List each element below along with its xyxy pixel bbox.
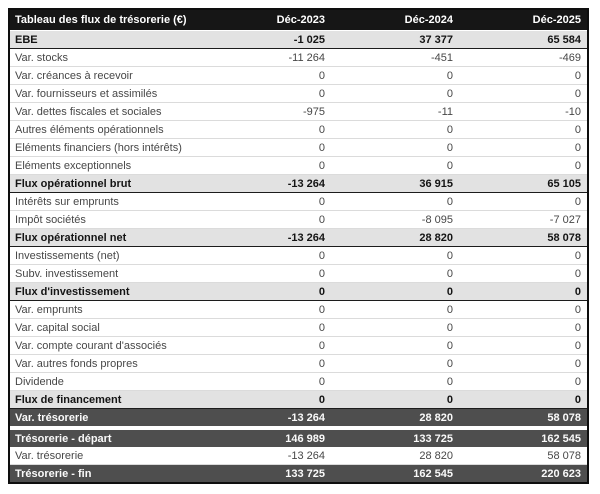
cell-value: 0 <box>203 265 331 283</box>
cell-value: 0 <box>331 139 459 157</box>
cell-value: 0 <box>459 355 587 373</box>
row-label: Autres éléments opérationnels <box>10 121 203 139</box>
cell-value: 0 <box>203 373 331 391</box>
cell-value: 58 078 <box>459 409 587 427</box>
row-label: Var. stocks <box>10 49 203 67</box>
row-label: Flux opérationnel net <box>10 229 203 247</box>
cell-value: 0 <box>331 283 459 301</box>
cell-value: 146 989 <box>203 430 331 447</box>
cell-value: 0 <box>331 265 459 283</box>
cell-value: 28 820 <box>331 409 459 427</box>
row-label: Flux d'investissement <box>10 283 203 301</box>
cell-value: -8 095 <box>331 211 459 229</box>
cell-value: 58 078 <box>459 229 587 247</box>
row-label: Eléments financiers (hors intérêts) <box>10 139 203 157</box>
cell-value: 28 820 <box>331 229 459 247</box>
cell-value: 0 <box>331 391 459 409</box>
cell-value: 37 377 <box>331 31 459 49</box>
table-row <box>10 355 587 373</box>
table-row <box>10 265 587 283</box>
table-row <box>10 157 587 175</box>
cell-value: 0 <box>331 319 459 337</box>
cell-value: 36 915 <box>331 175 459 193</box>
cell-value: -451 <box>331 49 459 67</box>
row-label: Var. compte courant d'associés <box>10 337 203 355</box>
row-label: Intérêts sur emprunts <box>10 193 203 211</box>
table-row <box>10 301 587 319</box>
cell-value: 0 <box>203 391 331 409</box>
cell-value: 0 <box>459 157 587 175</box>
cell-value: 0 <box>331 301 459 319</box>
column-header-dec-2025: Déc-2025 <box>459 10 587 31</box>
cell-value: 0 <box>459 283 587 301</box>
table-row <box>10 175 587 193</box>
row-label: Dividende <box>10 373 203 391</box>
table-row <box>10 67 587 85</box>
cell-value: 0 <box>459 373 587 391</box>
cell-value: 162 545 <box>331 465 459 483</box>
cell-value: 0 <box>203 211 331 229</box>
row-label: Investissements (net) <box>10 247 203 265</box>
row-label: Var. dettes fiscales et sociales <box>10 103 203 121</box>
cell-value: 0 <box>459 193 587 211</box>
cell-value: 0 <box>331 337 459 355</box>
cell-value: 0 <box>203 121 331 139</box>
cell-value: 0 <box>459 391 587 409</box>
column-header-dec-2023: Déc-2023 <box>203 10 331 31</box>
cell-value: -13 264 <box>203 229 331 247</box>
cell-value: 162 545 <box>459 430 587 447</box>
row-label: Var. fournisseurs et assimilés <box>10 85 203 103</box>
cell-value: 0 <box>459 301 587 319</box>
cell-value: -13 264 <box>203 447 331 465</box>
row-label: Var. trésorerie <box>10 447 203 465</box>
cell-value: 0 <box>203 319 331 337</box>
cell-value: 0 <box>203 337 331 355</box>
table-row <box>10 121 587 139</box>
cell-value: 0 <box>203 247 331 265</box>
cell-value: 0 <box>331 247 459 265</box>
row-label: Var. trésorerie <box>10 409 203 427</box>
cell-value: -975 <box>203 103 331 121</box>
table-row <box>10 31 587 49</box>
row-label: Eléments exceptionnels <box>10 157 203 175</box>
table-row <box>10 49 587 67</box>
table-row <box>10 373 587 391</box>
cell-value: 0 <box>459 337 587 355</box>
cell-value: 0 <box>459 319 587 337</box>
cell-value: -11 <box>331 103 459 121</box>
table-row <box>10 391 587 409</box>
cell-value: 0 <box>331 373 459 391</box>
row-label: Var. capital social <box>10 319 203 337</box>
cell-value: -1 025 <box>203 31 331 49</box>
row-label: Flux opérationnel brut <box>10 175 203 193</box>
row-label: EBE <box>10 31 203 49</box>
row-label: Subv. investissement <box>10 265 203 283</box>
treasury-summary-table <box>10 430 587 482</box>
row-label: Impôt sociétés <box>10 211 203 229</box>
cell-value: 0 <box>331 67 459 85</box>
table-row <box>10 193 587 211</box>
cell-value: 0 <box>459 85 587 103</box>
cell-value: 133 725 <box>331 430 459 447</box>
cell-value: 0 <box>331 157 459 175</box>
cell-value: 28 820 <box>331 447 459 465</box>
summary-row <box>10 447 587 465</box>
cell-value: 0 <box>459 139 587 157</box>
table-row <box>10 103 587 121</box>
table-row <box>10 409 587 427</box>
cell-value: 0 <box>203 67 331 85</box>
row-label: Flux de financement <box>10 391 203 409</box>
cell-value: -10 <box>459 103 587 121</box>
cell-value: 0 <box>459 265 587 283</box>
column-header-dec-2024: Déc-2024 <box>331 10 459 31</box>
table-title: Tableau des flux de trésorerie (€) <box>10 10 203 31</box>
table-row <box>10 229 587 247</box>
summary-row <box>10 465 587 483</box>
summary-row <box>10 430 587 447</box>
cell-value: -11 264 <box>203 49 331 67</box>
cell-value: 0 <box>459 247 587 265</box>
row-label: Var. créances à recevoir <box>10 67 203 85</box>
cell-value: -13 264 <box>203 175 331 193</box>
cell-value: 0 <box>203 301 331 319</box>
row-label: Var. autres fonds propres <box>10 355 203 373</box>
row-label: Trésorerie - départ <box>10 430 203 447</box>
cash-flow-table <box>8 8 589 484</box>
cell-value: -469 <box>459 49 587 67</box>
cell-value: 0 <box>203 157 331 175</box>
table-row <box>10 85 587 103</box>
cell-value: 220 623 <box>459 465 587 483</box>
table-row <box>10 337 587 355</box>
cell-value: 0 <box>203 85 331 103</box>
main-table <box>10 10 587 426</box>
table-row <box>10 139 587 157</box>
table-row <box>10 247 587 265</box>
cell-value: 0 <box>459 121 587 139</box>
cell-value: -7 027 <box>459 211 587 229</box>
cell-value: 0 <box>331 85 459 103</box>
header-row <box>10 10 587 31</box>
cell-value: 0 <box>203 283 331 301</box>
row-label: Trésorerie - fin <box>10 465 203 483</box>
table-row <box>10 211 587 229</box>
table-row <box>10 319 587 337</box>
cell-value: 0 <box>331 193 459 211</box>
cell-value: 65 584 <box>459 31 587 49</box>
cell-value: 0 <box>203 355 331 373</box>
cell-value: 58 078 <box>459 447 587 465</box>
cell-value: 0 <box>203 193 331 211</box>
table-row <box>10 283 587 301</box>
cell-value: 0 <box>203 139 331 157</box>
cell-value: 0 <box>331 121 459 139</box>
cell-value: -13 264 <box>203 409 331 427</box>
row-label: Var. emprunts <box>10 301 203 319</box>
cell-value: 0 <box>459 67 587 85</box>
cell-value: 65 105 <box>459 175 587 193</box>
cell-value: 0 <box>331 355 459 373</box>
cell-value: 133 725 <box>203 465 331 483</box>
